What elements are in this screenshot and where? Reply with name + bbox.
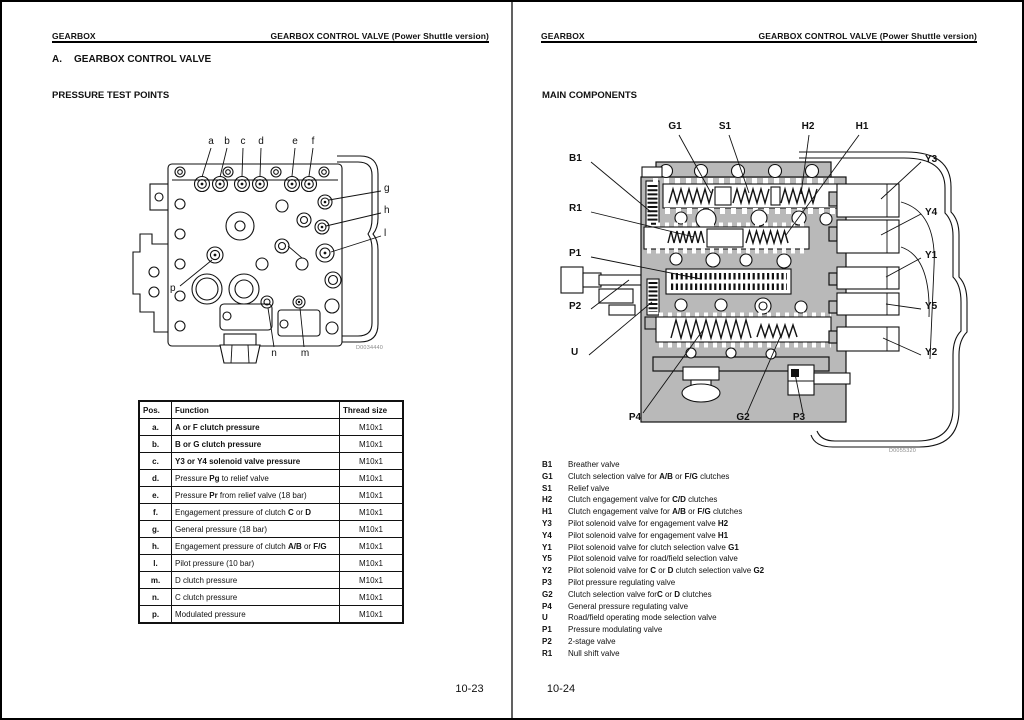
legend-key: P1 [542, 625, 552, 635]
legend-item [542, 542, 912, 554]
section-title: GEARBOX CONTROL VALVE [74, 54, 212, 65]
legend-item [542, 565, 912, 577]
legend-key: U [542, 613, 548, 623]
main-components-diagram [541, 117, 993, 467]
test-point-label: g [384, 183, 390, 194]
col-header-function: Function [172, 401, 340, 419]
legend-key: G1 [542, 471, 553, 481]
component-label: Y5 [925, 301, 938, 312]
table-row: l. Pilot pressure (10 bar) M10x1 [139, 555, 403, 572]
legend-item [542, 589, 912, 601]
legend-item [542, 506, 912, 518]
legend-desc: Pilot solenoid valve for engagement valve H1 [568, 530, 729, 540]
legend-item [542, 636, 912, 648]
component-label: Y4 [925, 207, 938, 218]
legend-key: H1 [542, 507, 553, 517]
legend-item [542, 471, 912, 483]
test-point-label: h [384, 205, 390, 216]
component-label: H1 [855, 121, 869, 132]
running-header-section: GEARBOX [52, 31, 96, 41]
pressure-test-points-diagram [132, 134, 412, 367]
table-row: m. D clutch pressure M10x1 [139, 572, 403, 589]
component-label: B1 [569, 153, 582, 164]
test-point-label: d [258, 136, 264, 147]
legend-desc: Road/field operating mode selection valve [568, 613, 717, 623]
figure-code: D0034440 [356, 345, 383, 351]
legend-item [542, 553, 912, 565]
table-row: a. A or F clutch pressure M10x1 [139, 419, 403, 436]
component-label: G2 [736, 412, 750, 423]
test-point-label: l [384, 228, 387, 239]
subsection-heading-main-components: MAIN COMPONENTS [542, 90, 637, 101]
test-point-label: n [271, 348, 277, 359]
table-row: d. Pressure Pg to relief valve M10x1 [139, 470, 403, 487]
legend-desc: Pilot pressure regulating valve [568, 577, 676, 587]
legend-item [542, 577, 912, 589]
component-label: P1 [569, 248, 582, 259]
table-row: g. General pressure (18 bar) M10x1 [139, 521, 403, 538]
component-label: G1 [668, 121, 682, 132]
legend-item [542, 612, 912, 624]
test-point-label: b [224, 136, 230, 147]
table-row: f. Engagement pressure of clutch C or D M10x1 [139, 504, 403, 521]
legend-key: P3 [542, 577, 552, 587]
table-row: p. Modulated pressure M10x1 [139, 606, 403, 624]
component-label: P2 [569, 301, 582, 312]
component-label: Y3 [925, 154, 938, 165]
subsection-heading-pressure-test-points: PRESSURE TEST POINTS [52, 90, 170, 101]
component-label: Y2 [925, 347, 938, 358]
legend-desc: Pilot solenoid valve for engagement valve H2 [568, 518, 729, 528]
table-row: n. C clutch pressure M10x1 [139, 589, 403, 606]
legend-desc: Pressure modulating valve [568, 625, 663, 635]
legend-item [542, 624, 912, 636]
table-row: c. Y3 or Y4 solenoid valve pressure M10x1 [139, 453, 403, 470]
pressure-test-points-table [138, 400, 404, 624]
legend-item [542, 494, 912, 506]
page-right [513, 2, 1020, 718]
section-heading [52, 54, 211, 65]
legend-desc: Clutch selection valve for A/B or F/G clutches [568, 471, 730, 481]
page-number-left: 10-23 [455, 683, 484, 695]
running-header-right [541, 28, 977, 43]
legend-key: Y2 [542, 566, 552, 576]
legend-item [542, 648, 912, 660]
component-label: R1 [569, 203, 582, 214]
table-row: h. Engagement pressure of clutch A/B or F/G M10x1 [139, 538, 403, 555]
running-header-section: GEARBOX [541, 31, 585, 41]
component-label: H2 [801, 121, 815, 132]
test-point-label: m [300, 348, 310, 359]
test-point-label: c [240, 136, 246, 147]
col-header-pos: Pos. [139, 401, 172, 419]
legend-desc: Pilot solenoid valve for road/field selection valve [568, 554, 738, 564]
table-row: e. Pressure Pr from relief valve (18 bar) M10x1 [139, 487, 403, 504]
test-point-label: e [292, 136, 298, 147]
legend-item [542, 483, 912, 495]
legend-key: H2 [542, 495, 553, 505]
legend-key: S1 [542, 483, 552, 493]
legend-desc: 2-stage valve [568, 636, 616, 646]
legend-key: B1 [542, 460, 553, 469]
legend-key: Y5 [542, 554, 552, 564]
component-label: P4 [628, 412, 642, 423]
valve-block-line-drawing [132, 134, 412, 367]
legend-item [542, 459, 912, 471]
valve-cutaway-drawing [541, 117, 993, 467]
running-header-title: GEARBOX CONTROL VALVE (Power Shuttle version) [270, 31, 489, 41]
table-header-row [139, 401, 403, 419]
page-number-right: 10-24 [546, 683, 576, 695]
legend-item [542, 518, 912, 530]
legend-key: P2 [542, 636, 552, 646]
legend-desc: Clutch selection valve forC or D clutches [568, 589, 712, 599]
legend-item [542, 530, 912, 542]
page-left [2, 2, 511, 718]
legend-key: P4 [542, 601, 552, 611]
legend-desc: Null shift valve [568, 648, 620, 658]
component-label: S1 [718, 121, 732, 132]
legend-desc: Relief valve [568, 483, 610, 493]
col-header-thread: Thread size [340, 401, 404, 419]
legend-desc: General pressure regulating valve [568, 601, 689, 611]
component-label: U [571, 347, 579, 358]
legend-key: Y1 [542, 542, 552, 552]
legend-desc: Clutch engagement valve for C/D clutches [568, 495, 718, 505]
legend-desc: Pilot solenoid valve for C or D clutch selection valve G2 [568, 566, 765, 576]
test-point-label: a [208, 136, 214, 147]
legend-key: Y4 [542, 530, 552, 540]
test-point-label: p [170, 283, 176, 294]
legend-key: R1 [542, 648, 553, 658]
legend-key: Y3 [542, 518, 552, 528]
legend-desc: Pilot solenoid valve for clutch selection valve G1 [568, 542, 739, 552]
section-letter: A. [52, 54, 62, 65]
running-header-left [52, 28, 489, 43]
table-row: b. B or G clutch pressure M10x1 [139, 436, 403, 453]
component-label: Y1 [925, 250, 938, 261]
legend-desc: Clutch engagement valve for A/B or F/G clutches [568, 507, 743, 517]
running-header-title: GEARBOX CONTROL VALVE (Power Shuttle version) [758, 31, 977, 41]
legend-desc: Breather valve [568, 460, 620, 469]
figure-code: D0055320 [889, 448, 916, 454]
legend-key: G2 [542, 589, 553, 599]
legend-item [542, 601, 912, 613]
components-legend [542, 459, 912, 660]
test-point-label: f [311, 136, 315, 147]
component-label: P3 [792, 412, 806, 423]
